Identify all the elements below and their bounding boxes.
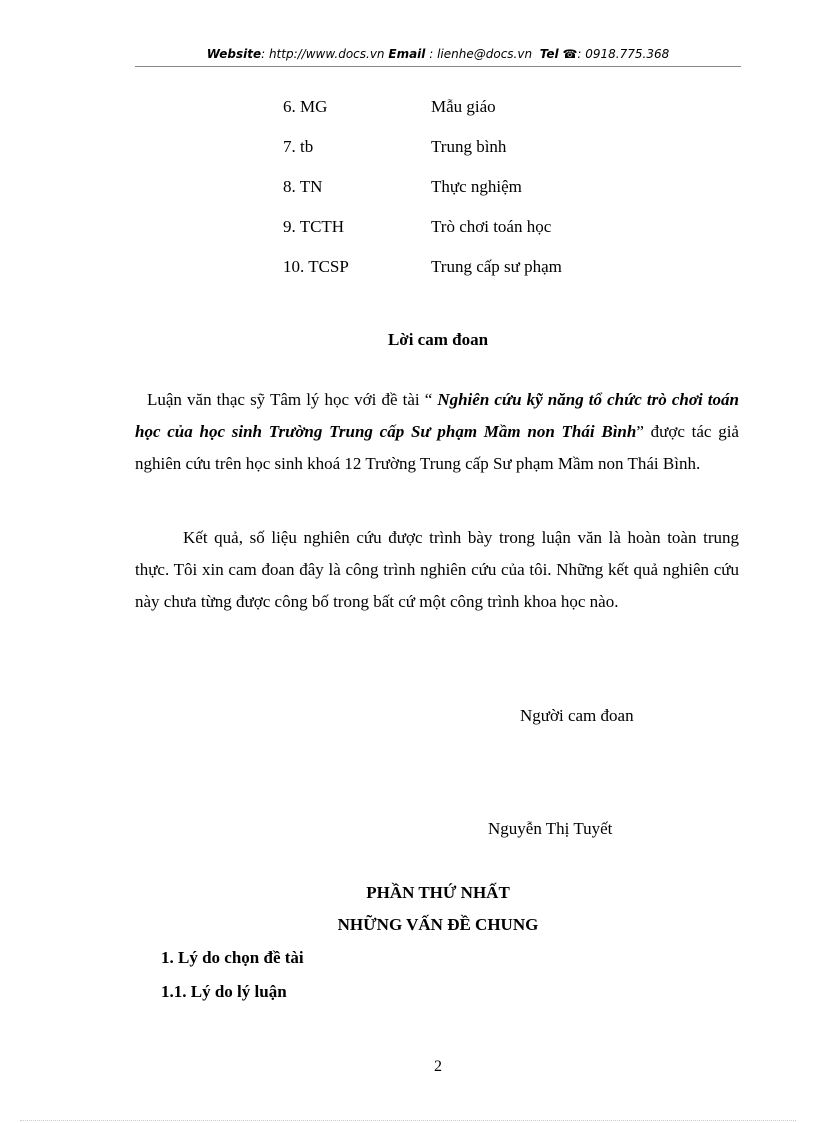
- paragraph-1-start: Luận văn thạc sỹ Tâm lý học với đề tài “: [147, 390, 438, 409]
- abbreviation-code: 8. TN: [283, 177, 323, 196]
- email-value: : lienhe@docs.vn: [429, 47, 533, 61]
- abbreviation-meaning: Trung bình: [431, 137, 507, 156]
- phone-icon: ☎: [562, 47, 578, 61]
- abbreviation-code: 9. TCTH: [283, 217, 345, 236]
- subsection-heading: 1.1. Lý do lý luận: [161, 982, 287, 1001]
- signer-name: Nguyễn Thị Tuyết: [488, 819, 613, 838]
- page-header: [135, 47, 741, 61]
- abbreviation-meaning: Mẫu giáo: [431, 97, 496, 116]
- header-divider: [135, 66, 741, 67]
- abbreviation-code: 10. TCSP: [283, 257, 349, 276]
- commitment-paragraph-1: [135, 384, 739, 480]
- page-number: 2: [434, 1058, 442, 1075]
- abbreviation-meaning: Trung cấp sư phạm: [431, 257, 562, 276]
- tel-value: : 0918.775.368: [577, 47, 670, 61]
- abbreviation-meaning: Trò chơi toán học: [431, 217, 552, 236]
- abbreviation-meaning: Thực nghiệm: [431, 177, 522, 196]
- commitment-paragraph-2: Kết quả, số liệu nghiên cứu được trình bày trong luận văn là hoàn toàn trung thực. Tôi xin cam đoan đây là công trình nghiên cứu của tôi. Những kết quả nghiên cứu này chưa từng được công bố trong bất cứ một công trình khoa học nào.: [135, 528, 739, 611]
- thesis-title: Nghiên cứu kỹ năng tổ chức trò chơi toán học của học sinh Trường Trung cấp Sư phạm Mầm non Thái Bình: [135, 390, 739, 441]
- page-bottom-edge: [20, 1120, 796, 1121]
- part-subtitle: NHỮNG VẤN ĐỀ CHUNG: [337, 915, 539, 934]
- paragraph-1-end: ” được tác giả nghiên cứu trên học sinh khoá 12 Trường Trung cấp Sư phạm Mầm non Thái Bình.: [135, 422, 739, 473]
- email-label: Email: [388, 47, 426, 61]
- website-value: : http://www.docs.vn: [261, 47, 385, 61]
- signer-label: Người cam đoan: [520, 706, 634, 725]
- website-label: Website: [206, 47, 262, 61]
- commitment-title: Lời cam đoan: [387, 330, 489, 349]
- part-title: PHẦN THỨ NHẤT: [366, 883, 510, 902]
- section-heading: 1. Lý do chọn đề tài: [161, 948, 304, 967]
- tel-label: Tel: [539, 47, 559, 61]
- abbreviation-code: 7. tb: [283, 137, 314, 156]
- abbreviation-code: 6. MG: [283, 97, 328, 116]
